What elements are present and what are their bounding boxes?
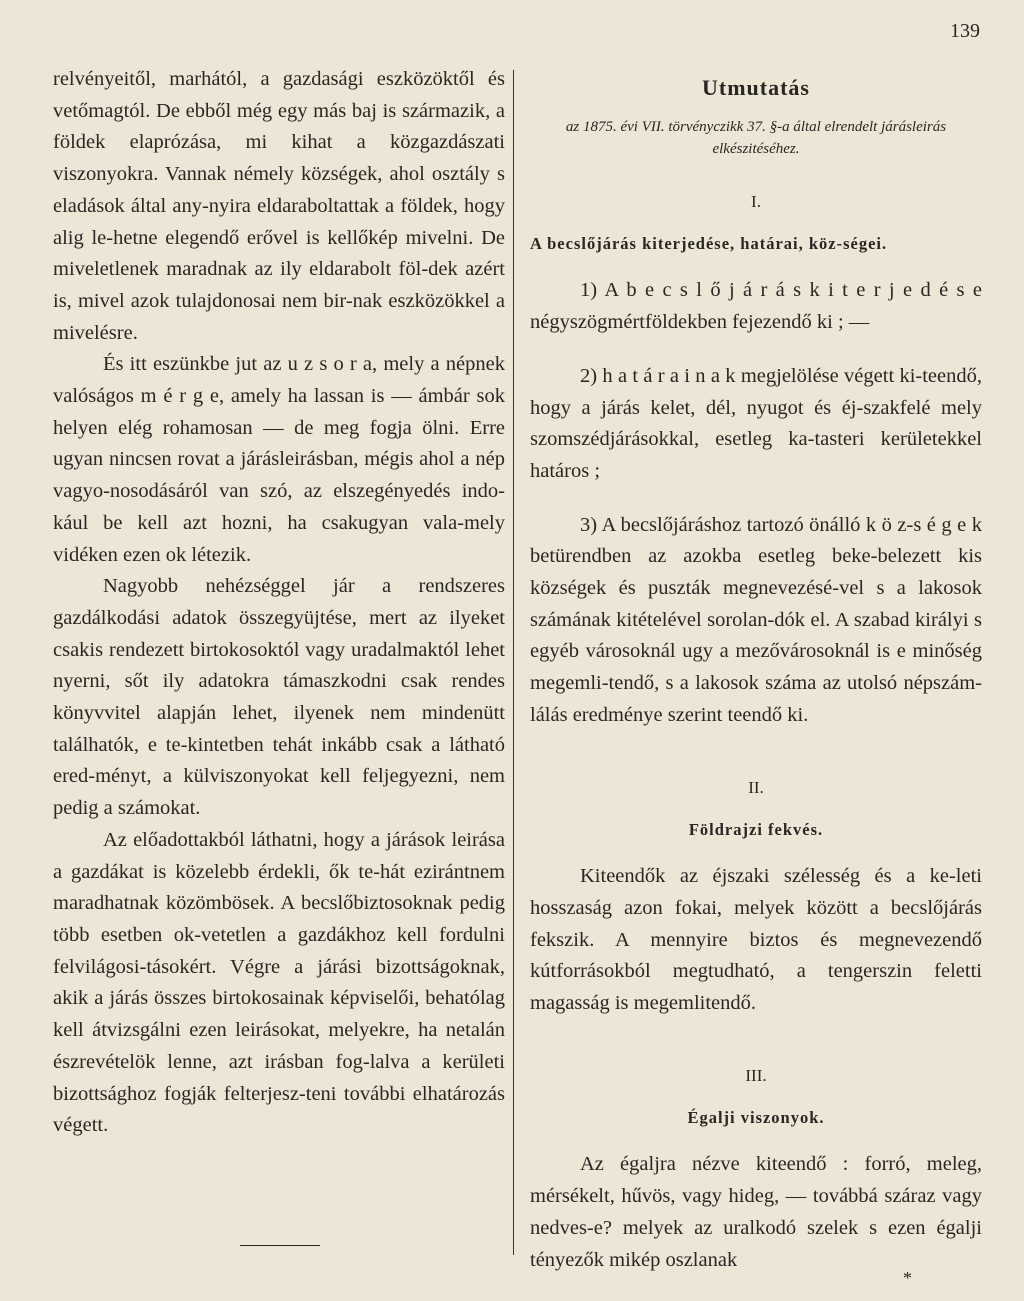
left-paragraph-4: Az előadottakból láthatni, hogy a járások leirása a gazdákat is közelebb érdekli, ők te-hát ezirántnem maradhatnak közömbösek. A becslőbiztosoknak pedig több esetben ok-vetetlen a gazdákhoz kell fordulni felvilágosi-tásokért. Végre a járási bizottságoknak, akik a járás összes birtokosainak képviselői, behatólag kell átvizsgálni ezen leirásokat, melyekre, ha netalán észrevételök lenne, azt irásban fog-lalva a kerületi bizottsághoz fogják felterjesz-teni további elhatározás végett.	[53, 828, 505, 1137]
section-1-paragraph-3: 3) A becslőjáráshoz tartozó önálló k ö z-s é g e k betürendben az azokba esetleg beke-belezett kis községek és puszták megnevezésé-vel s a lakosok számának kitételével sorolan-dók el. A szabad királyi s egyéb városoknál ugy a mezővárosoknál is e minőség megemli-tendő, s a lakosok száma az utolsó népszám-lálás eredménye szerint teendő ki.	[530, 513, 982, 726]
guide-subtitle: az 1875. évi VII. törvényczikk 37. §-a által elrendelt járásleirás elkészitéséhez.	[565, 118, 947, 157]
column-divider	[513, 70, 514, 1255]
left-paragraph-2: És itt eszünkbe jut az u z s o r a, mely a népnek valóságos m é r g e, amely ha lassan is — ámbár sok helyen elég rohamosan — de meg fogja ölni. Erre ugyan nincsen rovat a járásleirásban, mégis ahol a nép vagyo-nosodásáról van szó, az elszegényedés indo-kául be kell azt hozni, ha csakugyan vala-mely vidéken ezen ok létezik.	[53, 353, 505, 566]
right-column	[530, 72, 982, 1276]
footer-mark: *	[903, 1268, 912, 1288]
end-rule	[240, 1245, 320, 1246]
section-1-paragraph-1: 1) A b e c s l ő j á r á s k i t e r j e d é s e négyszögmértföldekben fejezendő ki ; —	[530, 279, 982, 334]
left-column	[53, 64, 505, 1142]
section-3-heading: Égalji viszonyok.	[687, 1108, 825, 1128]
section-1-paragraph-2: 2) h a t á r a i n a k megjelölése végett ki-teendő, hogy a járás kelet, dél, nyugot és éj-szakfelé mely szomszédjárásokkal, esetleg ka-tasteri kerületekkel határos ;	[530, 364, 982, 482]
section-1-number: I.	[751, 191, 761, 211]
section-1-heading: A becslőjárás kiterjedése, határai, köz-ségei.	[530, 234, 888, 254]
section-3-number: III.	[745, 1065, 767, 1085]
page-number: 139	[950, 20, 980, 42]
left-paragraph-3: Nagyobb nehézséggel jár a rendszeres gazdálkodási adatok összegyüjtése, mert az ilyeket csakis rendezett birtokosoktól vagy uradalmaktól lehet nyerni, sőt ily adatokra támaszkodni csak rendes könyvvitel alapján lehet, ilyenek nem mindenütt találhatók, e te-kintetben tehát inkább csak a látható ered-ményt, a külviszonyokat kell feljegyezni, nem pedig a számokat.	[53, 575, 505, 820]
section-2-paragraph-1: Kiteendők az éjszaki szélesség és a ke-leti hosszaság azon fokai, melyek között a becslőjárás fekszik. A mennyire biztos és megnevezendő kútforrásokból megtudható, a tengerszin feletti magasság is megemlitendő.	[530, 865, 982, 1015]
left-paragraph-1: relvényeitől, marhától, a gazdasági eszközöktől és vetőmagtól. De ebből még egy más baj is származik, a földek elaprózása, mi kihat a közgazdászati viszonyokra. Vannak némely községek, ahol osztály s eladások által any-nyira eldaraboltattak a földek, hogy alig le-hetne elegendő erővel is kellőkép mivelni. De miveletlenek maradnak az ily eldarabolt föl-dek azért is, mivel azok tulajdonosai nem bir-nak eszközökkel a mivelésre.	[53, 68, 505, 344]
section-2-heading: Földrajzi fekvés.	[688, 820, 824, 840]
section-2-number: II.	[748, 777, 764, 797]
guide-title: Utmutatás	[702, 75, 810, 100]
section-3-paragraph-1: Az égaljra nézve kiteendő : forró, meleg, mérsékelt, hűvös, vagy hideg, — továbbá száraz vagy nedves-e? melyek az uralkodó szelek s ezen égalji tényezők mikép oszlanak	[530, 1153, 982, 1271]
